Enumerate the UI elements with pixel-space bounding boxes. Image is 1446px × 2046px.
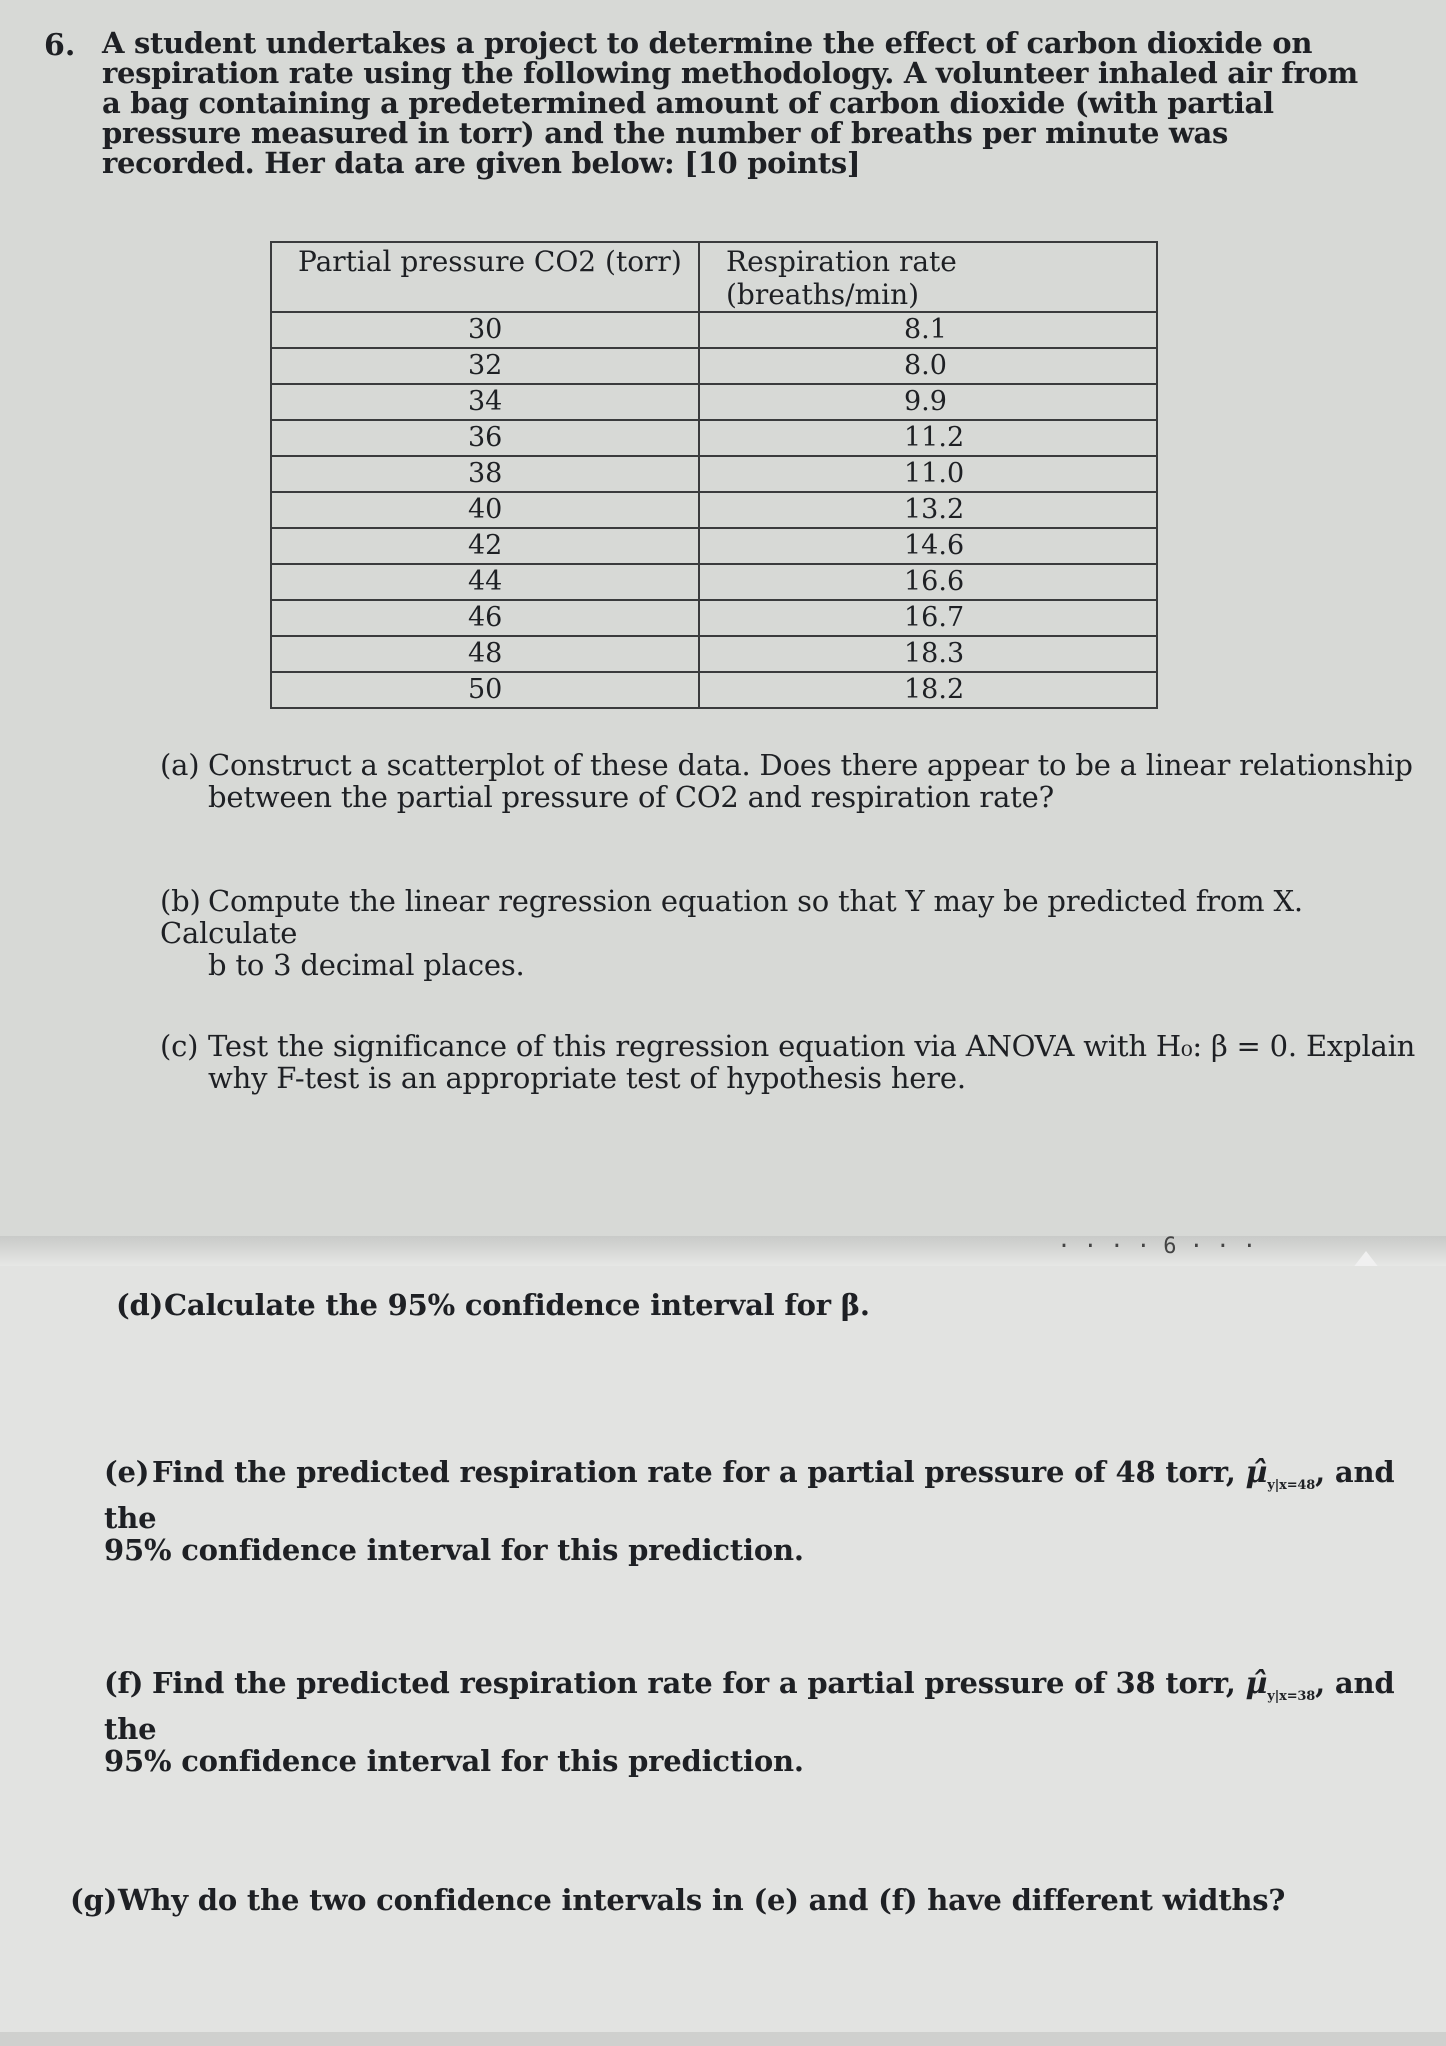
question-number: 6. [44,28,76,63]
mu-subscript: y|x=38 [1267,1688,1316,1704]
pressure-cell: 36 [271,420,699,456]
mu-subscript: y|x=48 [1267,1477,1316,1493]
table-row [271,420,1157,456]
table-row [271,528,1157,564]
part-a-line1: Construct a scatterplot of these data. Does there appear to be a linear relationship [208,748,1413,782]
part-f-line2: 95% confidence interval for this prediction. [104,1743,804,1778]
part-b-label: (b) [160,884,201,918]
table-row [271,312,1157,348]
mu-hat-symbol: µ̂ [1245,1455,1268,1490]
table-row [271,492,1157,528]
part-f-line1b: , and the [104,1666,1395,1746]
rate-cell: 8.0 [699,348,1157,384]
part-g-text: Why do the two confidence intervals in (e) and (f) have different widths? [118,1883,1286,1917]
rate-cell: 13.2 [699,492,1157,528]
rate-cell: 18.2 [699,672,1157,708]
pressure-cell: 38 [271,456,699,492]
part-c-label: (c) [160,1029,199,1063]
table-row [271,348,1157,384]
pressure-cell: 42 [271,528,699,564]
part-c-line2: why F-test is an appropriate test of hypothesis here. [208,1061,966,1095]
part-e-line1b: , and the [104,1455,1395,1535]
table-row [271,456,1157,492]
part-b [160,885,1446,981]
header-pressure: Partial pressure CO2 (torr) [271,242,699,312]
table-row [271,672,1157,708]
rate-cell: 16.6 [699,564,1157,600]
mu-hat-symbol: µ̂ [1245,1666,1268,1701]
pressure-cell: 48 [271,636,699,672]
table-header-row [271,242,1157,312]
question-text: A student undertakes a project to determine the effect of carbon dioxide on respiration rate using the following methodology. A volunteer inhaled air from a bag containing a predetermined amount of carbon dioxide (with partial pressure measured in torr) and the number of breaths per minute was recorded. Her data are given below: [10 points] [102,26,1358,180]
lower-page [0,1266,1446,2046]
rate-cell: 16.7 [699,600,1157,636]
data-table [270,241,1158,709]
part-c-line1: Test the significance of this regression equation via ANOVA with H₀: β = 0. Explain [208,1029,1416,1063]
part-g [70,1884,1285,1916]
rate-cell: 18.3 [699,636,1157,672]
part-f [104,1667,1446,1777]
part-a-line2: between the partial pressure of CO2 and respiration rate? [208,780,1054,814]
pressure-cell: 46 [271,600,699,636]
part-a-label: (a) [160,748,200,782]
part-d-text: Calculate the 95% confidence interval for β. [164,1288,870,1322]
part-e-line2: 95% confidence interval for this prediction. [104,1532,804,1567]
part-a [160,749,1413,813]
part-b-line1: Compute the linear regression equation so that Y may be predicted from X. Calculate [160,884,1303,950]
table-row [271,636,1157,672]
pressure-cell: 50 [271,672,699,708]
table-row [271,600,1157,636]
part-c [160,1030,1415,1094]
ruler: · · · · 6 · · · [1057,1234,1256,1259]
part-b-line2: b to 3 decimal places. [208,948,525,982]
rate-cell: 9.9 [699,384,1157,420]
part-f-label: (f) [104,1666,144,1700]
bottom-strip [0,2032,1446,2046]
rate-cell: 11.0 [699,456,1157,492]
rate-cell: 14.6 [699,528,1157,564]
table-row [271,384,1157,420]
part-d-label: (d) [116,1288,164,1322]
pressure-cell: 34 [271,384,699,420]
part-g-label: (g) [70,1883,118,1917]
header-rate: Respiration rate (breaths/min) [699,242,1157,312]
pressure-cell: 40 [271,492,699,528]
part-e-label: (e) [104,1455,150,1489]
pressure-cell: 32 [271,348,699,384]
rate-cell: 8.1 [699,312,1157,348]
part-d [116,1289,870,1321]
pressure-cell: 44 [271,564,699,600]
pressure-cell: 30 [271,312,699,348]
table-row [271,564,1157,600]
rate-cell: 11.2 [699,420,1157,456]
part-e [104,1456,1446,1566]
part-f-line1a: Find the predicted respiration rate for a partial pressure of 38 torr, [152,1666,1236,1700]
part-e-line1a: Find the predicted respiration rate for a partial pressure of 48 torr, [152,1455,1236,1489]
